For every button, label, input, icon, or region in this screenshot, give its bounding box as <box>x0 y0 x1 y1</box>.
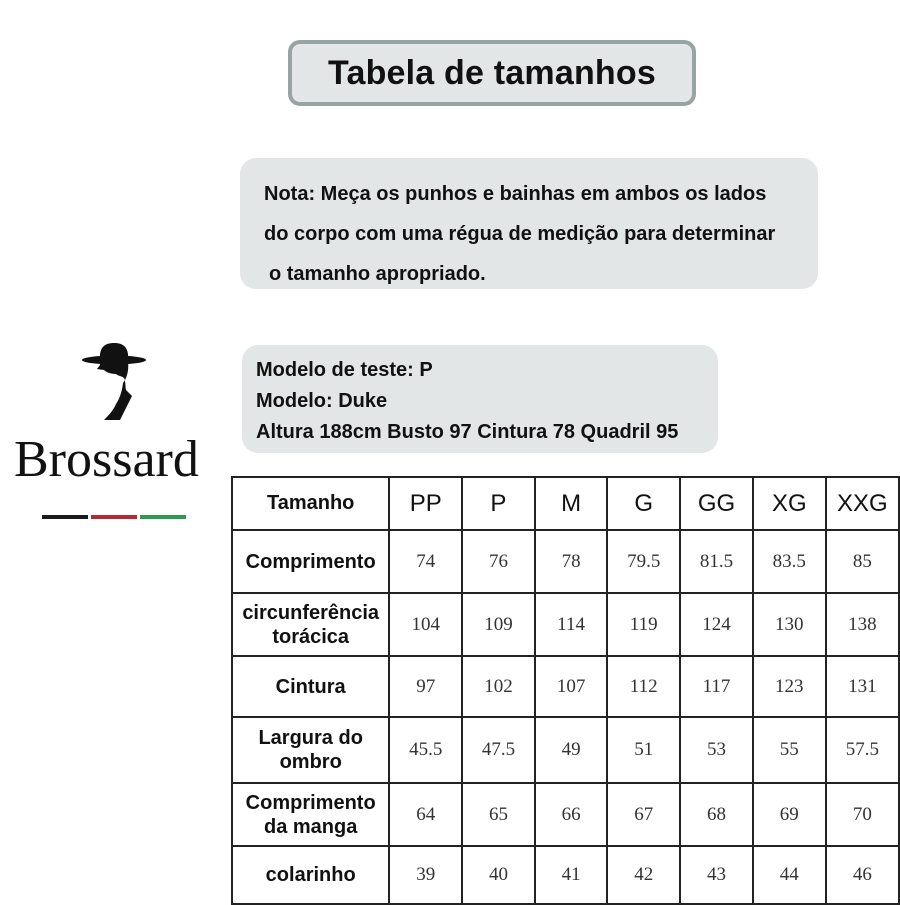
measurement-value: 46 <box>826 846 899 904</box>
measurement-value: 57.5 <box>826 717 899 783</box>
measurement-value: 76 <box>462 530 535 593</box>
table-row <box>232 656 899 717</box>
measurement-label-line: colarinho <box>265 864 356 886</box>
measurement-value: 104 <box>389 593 462 656</box>
measurement-value: 124 <box>680 593 753 656</box>
size-chart-table <box>231 476 900 905</box>
measurement-label <box>232 783 389 846</box>
measurement-label <box>232 593 389 656</box>
measurement-value: 39 <box>389 846 462 904</box>
measurement-value: 44 <box>753 846 826 904</box>
brand-stripe-red <box>91 515 137 519</box>
measurement-label-line: Largura do <box>258 727 363 749</box>
model-info-box <box>242 345 718 453</box>
measurement-label-line: Comprimento <box>245 550 376 573</box>
measurement-label-line: ombro <box>279 751 342 773</box>
size-column-header: PP <box>389 477 462 530</box>
title-banner <box>288 40 696 106</box>
measurement-label <box>232 846 389 904</box>
measurement-value: 107 <box>535 656 608 717</box>
model-name: Modelo: Duke <box>256 390 388 412</box>
measurement-value: 69 <box>753 783 826 846</box>
measurement-label-line: da manga <box>264 815 358 838</box>
table-header-row <box>232 477 899 530</box>
measurement-value: 51 <box>607 717 680 783</box>
brand-logo-text: Brossard <box>14 431 199 488</box>
measurement-value: 102 <box>462 656 535 717</box>
measurement-value: 119 <box>607 593 680 656</box>
measurement-value: 138 <box>826 593 899 656</box>
size-column-header: M <box>535 477 608 530</box>
measurement-value: 83.5 <box>753 530 826 593</box>
note-line: do corpo com uma régua de medição para determinar <box>264 223 776 245</box>
gentleman-silhouette-icon <box>80 338 150 422</box>
note-line: o tamanho apropriado. <box>269 263 486 285</box>
measurement-label-line: circunferência <box>242 601 380 624</box>
measurement-value: 112 <box>607 656 680 717</box>
measurement-value: 117 <box>680 656 753 717</box>
measurement-value: 109 <box>462 593 535 656</box>
measurement-value: 41 <box>535 846 608 904</box>
measurement-value: 70 <box>826 783 899 846</box>
measurement-label-line: torácica <box>272 625 350 648</box>
measurement-value: 79.5 <box>607 530 680 593</box>
page-title: Tabela de tamanhos <box>328 53 656 92</box>
measurement-value: 74 <box>389 530 462 593</box>
table-row <box>232 846 899 904</box>
measurement-value: 130 <box>753 593 826 656</box>
table-row <box>232 717 899 783</box>
measurement-value: 68 <box>680 783 753 846</box>
measurement-value: 47.5 <box>462 717 535 783</box>
measurement-value: 78 <box>535 530 608 593</box>
note-line: Nota: Meça os punhos e bainhas em ambos os lados <box>264 183 767 205</box>
measurement-value: 97 <box>389 656 462 717</box>
table-row <box>232 593 899 656</box>
measurement-value: 85 <box>826 530 899 593</box>
size-column-header: P <box>462 477 535 530</box>
table-row <box>232 530 899 593</box>
measurement-value: 49 <box>535 717 608 783</box>
brand-stripe-green <box>140 515 186 519</box>
measurement-value: 81.5 <box>680 530 753 593</box>
measurement-value: 131 <box>826 656 899 717</box>
measurement-value: 114 <box>535 593 608 656</box>
measurement-value: 66 <box>535 783 608 846</box>
measurement-value: 42 <box>607 846 680 904</box>
measurement-label <box>232 656 389 717</box>
measurement-value: 123 <box>753 656 826 717</box>
measurement-label <box>232 717 389 783</box>
measurement-label-line: Cintura <box>275 675 346 698</box>
size-column-header: XG <box>753 477 826 530</box>
size-column-header: XXG <box>826 477 899 530</box>
measurement-value: 65 <box>462 783 535 846</box>
measurement-label-line: Comprimento <box>245 791 376 814</box>
size-column-header: G <box>607 477 680 530</box>
measurement-value: 45.5 <box>389 717 462 783</box>
measurement-value: 55 <box>753 717 826 783</box>
note-box <box>240 158 818 289</box>
measurement-label <box>232 530 389 593</box>
measurement-value: 40 <box>462 846 535 904</box>
header-size-label: Tamanho <box>232 477 389 530</box>
measurement-value: 64 <box>389 783 462 846</box>
measurement-value: 67 <box>607 783 680 846</box>
model-test-size: Modelo de teste: P <box>256 359 433 381</box>
measurement-value: 53 <box>680 717 753 783</box>
measurement-value: 43 <box>680 846 753 904</box>
model-measurements: Altura 188cm Busto 97 Cintura 78 Quadril 95 <box>256 421 679 443</box>
brand-stripe-black <box>42 515 88 519</box>
size-column-header: GG <box>680 477 753 530</box>
table-row <box>232 783 899 846</box>
